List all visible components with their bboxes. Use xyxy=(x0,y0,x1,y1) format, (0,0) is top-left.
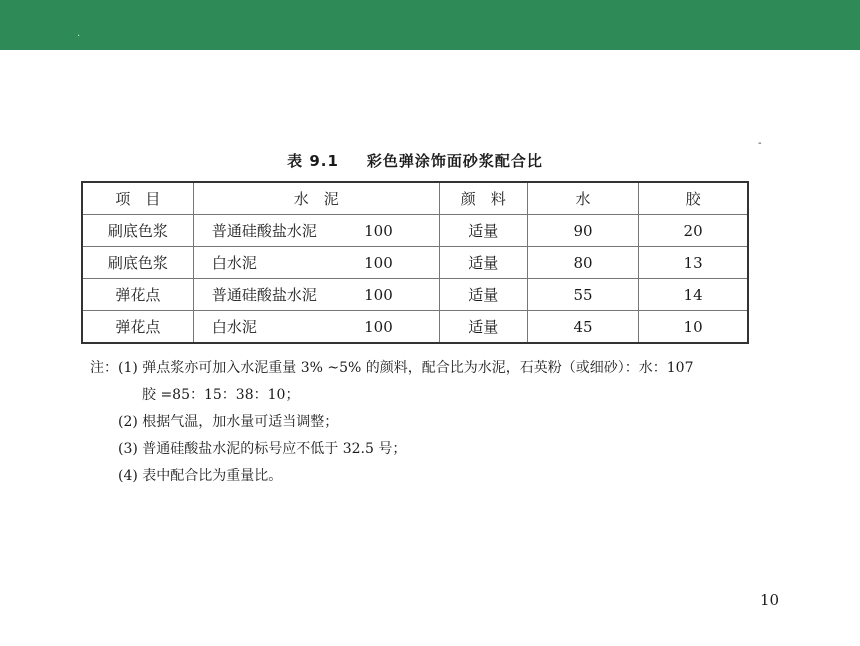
cell-water: 90 xyxy=(527,215,638,247)
cell-pigment: 适量 xyxy=(439,215,527,247)
column-header-cement: 水 泥 xyxy=(193,182,439,215)
note-line-1-continued: 胶 =85：15：38：10； xyxy=(142,387,300,403)
cell-pigment: 适量 xyxy=(439,279,527,311)
cement-amount: 100 xyxy=(364,317,393,336)
cell-glue: 13 xyxy=(639,247,748,279)
cell-water: 55 xyxy=(527,279,638,311)
table-title-number: 表 9.1 xyxy=(287,152,339,170)
corner-mark: - xyxy=(758,138,762,149)
table-title-text: 彩色弹涂饰面砂浆配合比 xyxy=(366,152,543,170)
cement-type: 白水泥 xyxy=(211,318,257,336)
table-row xyxy=(82,279,748,311)
cell-glue: 20 xyxy=(639,215,748,247)
cell-item: 弹花点 xyxy=(82,311,193,344)
note-line-4: (4) 表中配合比为重量比。 xyxy=(118,468,283,484)
cell-cement xyxy=(193,247,439,279)
column-header-pigment: 颜 料 xyxy=(439,182,527,215)
table-notes xyxy=(90,355,760,490)
cement-type: 白水泥 xyxy=(211,254,257,272)
cell-item: 刷底色浆 xyxy=(82,215,193,247)
table-row xyxy=(82,247,748,279)
mix-ratio-table xyxy=(81,181,749,344)
column-header-glue: 胶 xyxy=(639,182,748,215)
note-line-1: 注：(1) 弹点浆亦可加入水泥重量 3% ~5% 的颜料，配合比为水泥，石英粉（或细砂）：水：107 xyxy=(90,360,694,376)
cell-item: 弹花点 xyxy=(82,279,193,311)
cell-cement xyxy=(193,215,439,247)
cell-water: 80 xyxy=(527,247,638,279)
cement-amount: 100 xyxy=(364,221,393,240)
header-mark: . xyxy=(77,28,81,39)
note-line-2: (2) 根据气温，加水量可适当调整； xyxy=(118,414,339,430)
cell-cement xyxy=(193,279,439,311)
table-row xyxy=(82,311,748,344)
column-header-item: 项 目 xyxy=(82,182,193,215)
cell-item: 刷底色浆 xyxy=(82,247,193,279)
table-header-row xyxy=(82,182,748,215)
cement-amount: 100 xyxy=(364,285,393,304)
table-title xyxy=(82,150,748,171)
cell-cement xyxy=(193,311,439,344)
cell-pigment: 适量 xyxy=(439,247,527,279)
table-row xyxy=(82,215,748,247)
note-line-3: (3) 普通硅酸盐水泥的标号应不低于 32.5 号； xyxy=(118,441,407,457)
cell-pigment: 适量 xyxy=(439,311,527,344)
cement-type: 普通硅酸盐水泥 xyxy=(211,286,317,304)
cell-glue: 14 xyxy=(639,279,748,311)
cell-glue: 10 xyxy=(639,311,748,344)
page-number: 10 xyxy=(760,591,780,609)
header-band xyxy=(0,0,860,50)
cement-type: 普通硅酸盐水泥 xyxy=(211,222,317,240)
column-header-water: 水 xyxy=(527,182,638,215)
cement-amount: 100 xyxy=(364,253,393,272)
cell-water: 45 xyxy=(527,311,638,344)
